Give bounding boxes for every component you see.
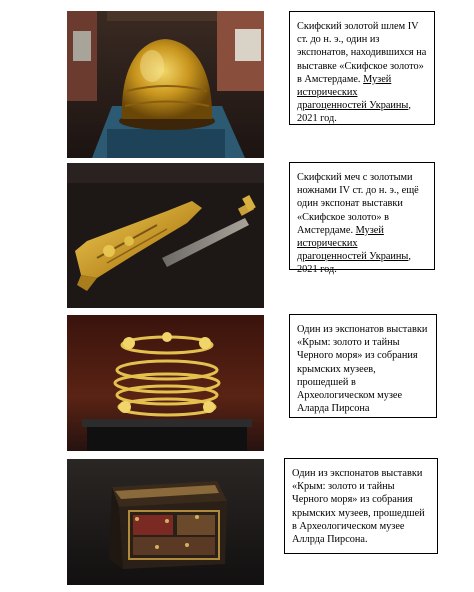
caption-tail: , 2021 год.: [297, 251, 411, 276]
helmet-caption: [289, 11, 435, 125]
sword-caption: [289, 162, 435, 276]
golden-sword-photo: [67, 163, 264, 308]
museum-link[interactable]: Музей исторических драгоценностей Украины: [297, 224, 409, 263]
caption-text: Один из экспонатов выставки «Крым: золото и тайны Черного моря» из собрания крымских музеев, прошедшей в Археологическом музее Аллрда Пирсона.: [292, 468, 425, 545]
caption-text: Скифский меч с золотыми ножнами IV ст. до н. э., ещё один экспонат выставки «Скифское золото» в Амстердаме.: [297, 172, 419, 236]
ornate-casket-photo: [67, 459, 264, 585]
museum-link[interactable]: Музей исторических драгоценностей Украины: [297, 73, 409, 112]
torque-caption: [289, 314, 437, 418]
golden-helmet-photo: [67, 11, 264, 158]
caption-text: Один из экспонатов выставки «Крым: золото и тайны Черного моря» из собрания крымских музеев, прошедшей в Археологическом музее Аларда Пирсона: [297, 324, 428, 415]
caption-text: Скифский золотой шлем IV ст. до н. э., один из экспонатов, находившихся на выставке «Скифское золото» в Амстердаме.: [297, 21, 427, 85]
caption-tail: , 2021 год.: [297, 100, 411, 125]
casket-caption: [284, 458, 438, 554]
golden-torque-photo: [67, 315, 264, 451]
